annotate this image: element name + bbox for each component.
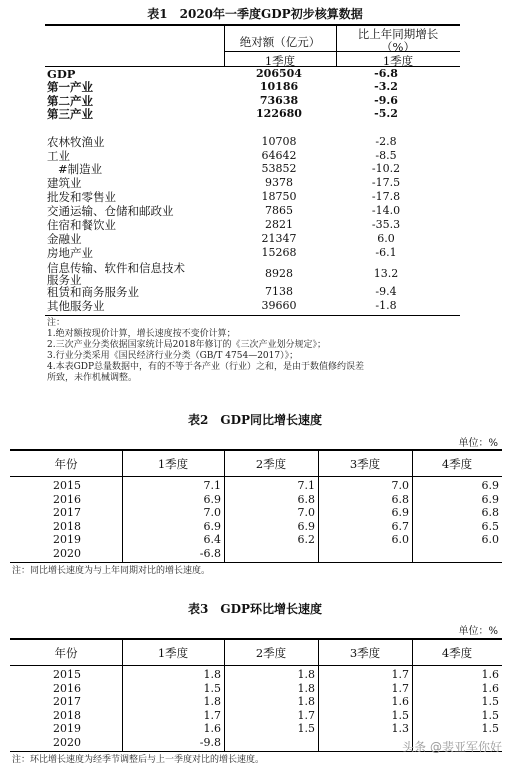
header-rule <box>10 476 502 477</box>
quarter-cell: 1.6 <box>481 668 499 681</box>
table1-row-name: 房地产业 <box>47 246 93 260</box>
quarter-cell: 1.6 <box>203 722 221 735</box>
table2-note: 注：同比增长速度为与上年同期对比的增长速度。 <box>12 566 211 576</box>
table1-row-growth: 6.0 <box>377 232 395 245</box>
table1-header-mid-rule <box>224 51 460 52</box>
table1-row-value: 64642 <box>261 149 297 162</box>
table1-row-growth: -9.6 <box>374 94 398 107</box>
quarter-cell: 1.6 <box>481 681 499 695</box>
table1-row-growth: -3.2 <box>374 80 398 93</box>
table1-row-growth: -9.4 <box>375 285 397 298</box>
table1-row-name: 工业 <box>47 149 70 163</box>
quarter-cell: 7.1 <box>297 479 315 492</box>
column-header: 3季度 <box>349 646 381 660</box>
table3-top-rule <box>10 638 502 640</box>
year-cell: 2018 <box>53 519 81 533</box>
table1-row-name: 建筑业 <box>47 176 82 190</box>
quarter-cell: 6.0 <box>481 533 499 546</box>
table1-row-value: 10708 <box>261 135 297 148</box>
year-cell: 2020 <box>53 546 81 560</box>
table1-row-value: 9378 <box>265 176 293 189</box>
column-header: 1季度 <box>157 646 189 660</box>
table1-row-growth: -8.5 <box>375 149 397 162</box>
quarter-cell: 6.5 <box>481 519 499 533</box>
table1-row-name: 批发和零售业 <box>47 190 116 204</box>
table1-row-name: 交通运输、仓储和邮政业 <box>47 204 174 218</box>
table1-row-growth: -17.5 <box>371 176 401 189</box>
table1-row-growth: 13.2 <box>373 267 399 280</box>
table1-row-growth: -5.2 <box>374 107 398 120</box>
quarter-cell: 7.0 <box>203 506 221 519</box>
quarter-cell: 6.9 <box>203 492 221 506</box>
table1-col1-subheader: 1季度 <box>264 54 296 68</box>
quarter-cell: 1.8 <box>297 681 315 695</box>
quarter-cell: 1.8 <box>297 695 315 708</box>
table1-row-value: 73638 <box>259 94 299 107</box>
table1-col1-header: 绝对额（亿元） <box>239 35 321 49</box>
table1-row-growth: -6.8 <box>374 67 398 80</box>
table1-row-growth: -10.2 <box>371 162 401 175</box>
table1-row-value: 39660 <box>261 299 297 312</box>
quarter-cell: 6.9 <box>481 492 499 506</box>
table1-row-value: 206504 <box>256 67 302 80</box>
quarter-cell: 1.6 <box>391 695 409 708</box>
table1-row-growth: -35.3 <box>371 218 401 231</box>
column-header: 2季度 <box>255 457 287 471</box>
table1-row-value: 53852 <box>261 162 297 175</box>
column-header: 2季度 <box>255 646 287 660</box>
quarter-cell: 1.8 <box>203 668 221 681</box>
quarter-cell: 1.7 <box>203 708 221 722</box>
watermark: 头条 @裴亚军你好 <box>402 740 502 754</box>
table1-row-value: 7138 <box>265 285 293 298</box>
table1-col2-subheader: 1季度 <box>382 54 414 68</box>
table1-row-name-cont: 服务业 <box>47 273 82 287</box>
quarter-cell: 6.9 <box>481 479 499 492</box>
table2-bottom-rule <box>10 562 502 563</box>
table2-top-rule <box>10 449 502 451</box>
table1-note-3: 3.行业分类采用《国民经济行业分类（GB/T 4754—2017）》； <box>47 351 299 361</box>
table2-unit: 单位：% <box>458 438 498 449</box>
column-header: 3季度 <box>349 457 381 471</box>
table1-row-name: 农林牧渔业 <box>47 135 105 149</box>
year-cell: 2016 <box>53 681 81 695</box>
quarter-cell: 1.5 <box>481 722 499 735</box>
quarter-cell: 1.3 <box>391 722 409 735</box>
table1-row-name: 第三产业 <box>47 107 93 121</box>
quarter-cell: 6.2 <box>297 533 315 546</box>
table1-note-5: 所致，未作机械调整。 <box>47 373 138 383</box>
quarter-cell: 1.7 <box>391 681 409 695</box>
table1-row-name: GDP <box>47 67 76 81</box>
quarter-cell: 6.8 <box>481 506 499 519</box>
quarter-cell: 1.7 <box>297 708 315 722</box>
table1-row-name: 信息传输、软件和信息技术 <box>47 261 185 275</box>
table1-row-value: 21347 <box>261 232 297 245</box>
quarter-cell: 1.5 <box>481 695 499 708</box>
table1-row-name: 金融业 <box>47 232 82 246</box>
table1-col2-header-line1: 比上年同期增长 <box>357 27 439 41</box>
year-cell: 2016 <box>53 492 81 506</box>
year-cell: 2017 <box>53 695 81 708</box>
quarter-cell: 6.8 <box>297 492 315 506</box>
quarter-cell: 1.8 <box>203 695 221 708</box>
column-header: 年份 <box>54 457 78 471</box>
quarter-cell: 6.0 <box>391 533 409 546</box>
quarter-cell: 6.9 <box>297 519 315 533</box>
year-cell: 2015 <box>53 668 81 681</box>
table1-note-4: 4.本表GDP总量数据中，有的不等于各产业（行业）之和，是由于数值修约误差 <box>47 362 365 372</box>
table1-row-name: 第二产业 <box>47 94 93 108</box>
table1-row-value: 7865 <box>265 204 293 217</box>
quarter-cell: 1.8 <box>297 668 315 681</box>
column-header: 4季度 <box>441 646 473 660</box>
table3-title: 表3 GDP环比增长速度 <box>187 602 323 616</box>
table1-row-value: 2821 <box>265 218 293 231</box>
quarter-cell: 1.7 <box>391 668 409 681</box>
table1-row-growth: -2.8 <box>375 135 397 148</box>
year-cell: 2015 <box>53 479 81 492</box>
table1-note-0: 注： <box>47 318 66 328</box>
quarter-cell: 6.9 <box>391 506 409 519</box>
quarter-cell: 7.0 <box>297 506 315 519</box>
quarter-cell: 7.0 <box>391 479 409 492</box>
quarter-cell: -6.8 <box>199 546 221 560</box>
year-cell: 2020 <box>53 735 81 749</box>
table1-note-2: 2.三次产业分类依据国家统计局2018年修订的《三次产业划分规定》； <box>47 340 326 350</box>
table1-row-value: 10186 <box>259 80 299 93</box>
table1-row-name: #制造业 <box>58 162 103 176</box>
column-header: 年份 <box>54 646 78 660</box>
table1-row-value: 15268 <box>261 246 297 259</box>
table3-unit: 单位：% <box>458 626 498 637</box>
table1-row-growth: -14.0 <box>371 204 401 217</box>
table1-row-growth: -6.1 <box>375 246 397 259</box>
quarter-cell: 6.8 <box>391 492 409 506</box>
table1-row-value: 18750 <box>261 190 297 203</box>
table1-row-name: 第一产业 <box>47 80 93 94</box>
table1-row-growth: -1.8 <box>375 299 397 312</box>
table3-note: 注：环比增长速度为经季节调整后与上一季度对比的增长速度。 <box>12 755 265 765</box>
table1-row-name: 租赁和商务服务业 <box>47 285 139 299</box>
table1-row-value: 122680 <box>256 107 302 120</box>
table1-bottom-rule <box>45 315 460 316</box>
year-cell: 2019 <box>53 533 81 546</box>
table1-row-growth: -17.8 <box>371 190 401 203</box>
quarter-cell: 1.5 <box>203 681 221 695</box>
quarter-cell: 7.1 <box>203 479 221 492</box>
table1-row-name: 其他服务业 <box>47 299 105 313</box>
table1-row-name: 住宿和餐饮业 <box>47 218 116 232</box>
quarter-cell: 1.5 <box>297 722 315 735</box>
quarter-cell: 6.4 <box>203 533 221 546</box>
column-header: 4季度 <box>441 457 473 471</box>
table1-title: 表1 2020年一季度GDP初步核算数据 <box>147 7 363 21</box>
year-cell: 2018 <box>53 708 81 722</box>
quarter-cell: 1.5 <box>481 708 499 722</box>
quarter-cell: -9.8 <box>199 735 221 749</box>
table1-col2-header-line2: （%） <box>381 40 415 54</box>
quarter-cell: 1.5 <box>391 708 409 722</box>
table1-row-value: 8928 <box>265 267 293 280</box>
column-header: 1季度 <box>157 457 189 471</box>
quarter-cell: 6.7 <box>391 519 409 533</box>
table1-note-1: 1.绝对额按现价计算，增长速度按不变价计算； <box>47 329 236 339</box>
year-cell: 2019 <box>53 722 81 735</box>
table2-title: 表2 GDP同比增长速度 <box>187 413 323 427</box>
year-cell: 2017 <box>53 506 81 519</box>
quarter-cell: 6.9 <box>203 519 221 533</box>
header-rule <box>10 665 502 666</box>
